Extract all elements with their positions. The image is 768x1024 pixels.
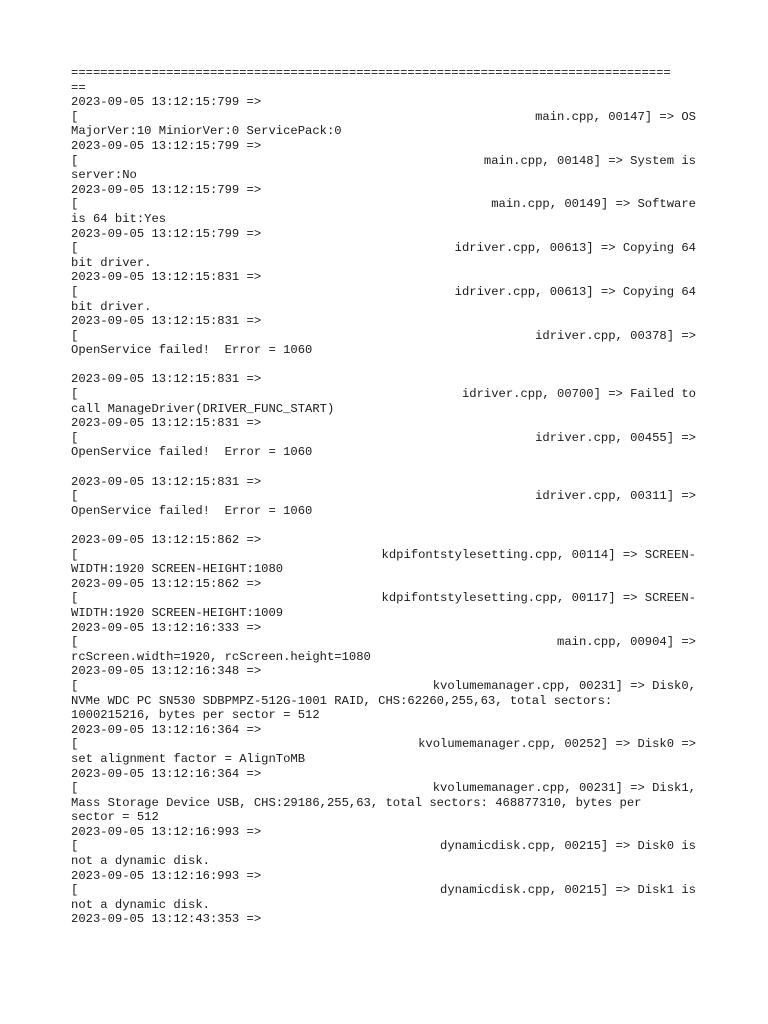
entry-bracket: [ (71, 430, 79, 445)
entry-source: idriver.cpp, 00613] => Copying 64 (454, 284, 696, 299)
entry-source-line (71, 241, 701, 256)
log-document (71, 66, 701, 927)
entry-bracket: [ (71, 883, 79, 898)
log-entries (71, 95, 701, 912)
entry-message-line: bit driver. (71, 299, 152, 314)
entry-timestamp: 2023-09-05 13:12:15:862 => (71, 533, 262, 547)
entry-message-line: set alignment factor = AlignToMB (71, 751, 306, 766)
entry-message-line: server:No (71, 168, 137, 183)
log-entry (71, 664, 701, 722)
blank-line (71, 518, 701, 533)
entry-message-line: rcScreen.width=1920, rcScreen.height=1080 (71, 649, 371, 664)
entry-timestamp: 2023-09-05 13:12:15:799 => (71, 182, 262, 197)
entry-source: kdpifontstylesetting.cpp, 00114] => SCREEN- (381, 547, 696, 562)
entry-bracket: [ (71, 547, 79, 562)
blank-line (71, 358, 701, 373)
entry-source-line (71, 679, 701, 694)
entry-source-line (71, 883, 701, 898)
log-entry (71, 869, 701, 913)
log-entry (71, 767, 701, 825)
entry-timestamp: 2023-09-05 13:12:15:831 => (71, 474, 262, 489)
log-entry (71, 227, 701, 271)
entry-timestamp: 2023-09-05 13:12:15:799 => (71, 138, 262, 153)
entry-source-line (71, 635, 701, 650)
entry-message-line: not a dynamic disk. (71, 854, 210, 869)
entry-source-line (71, 285, 701, 300)
entry-source: idriver.cpp, 00378] => (535, 328, 696, 343)
entry-source: kvolumemanager.cpp, 00231] => Disk0, (432, 678, 696, 693)
entry-source-line (71, 110, 701, 125)
entry-source: idriver.cpp, 00613] => Copying 64 (454, 241, 696, 256)
entry-timestamp: 2023-09-05 13:12:16:993 => (71, 868, 262, 883)
entry-message-line: WIDTH:1920 SCREEN-HEIGHT:1009 (71, 605, 284, 620)
entry-source: kvolumemanager.cpp, 00231] => Disk1, (432, 781, 696, 796)
entry-timestamp: 2023-09-05 13:12:15:831 => (71, 372, 262, 387)
entry-message-line: OpenService failed! Error = 1060 (71, 503, 313, 518)
entry-source: main.cpp, 00148] => System is (483, 153, 696, 168)
log-entry (71, 825, 701, 869)
log-entry (71, 577, 701, 621)
log-entry (71, 270, 701, 314)
entry-source-line (71, 781, 701, 796)
entry-message-line: call ManageDriver(DRIVER_FUNC_START) (71, 401, 335, 416)
entry-source: main.cpp, 00149] => Software (491, 197, 696, 212)
entry-message-line: WIDTH:1920 SCREEN-HEIGHT:1080 (71, 562, 284, 577)
entry-source: kvolumemanager.cpp, 00252] => Disk0 => (418, 737, 696, 752)
entry-source-line (71, 154, 701, 169)
entry-source: idriver.cpp, 00455] => (535, 430, 696, 445)
entry-timestamp: 2023-09-05 13:12:15:831 => (71, 416, 262, 431)
entry-source: main.cpp, 00904] => (557, 635, 696, 650)
entry-source-line (71, 737, 701, 752)
log-entry (71, 723, 701, 767)
log-entry (71, 533, 701, 577)
entry-bracket: [ (71, 284, 79, 299)
log-entry (71, 475, 701, 533)
entry-source-line (71, 489, 701, 504)
separator-line: ================================================================================== (71, 66, 671, 80)
entry-timestamp: 2023-09-05 13:12:16:364 => (71, 766, 262, 781)
entry-message-line: sector = 512 (71, 810, 159, 825)
entry-source: idriver.cpp, 00700] => Failed to (461, 387, 696, 402)
entry-message-line: is 64 bit:Yes (71, 211, 167, 226)
entry-timestamp: 2023-09-05 13:12:16:364 => (71, 722, 262, 737)
log-entry (71, 95, 701, 139)
log-entry (71, 621, 701, 665)
entry-message-line: bit driver. (71, 255, 152, 270)
entry-message-line: NVMe WDC PC SN530 SDBPMPZ-512G-1001 RAID, CHS:62260,255,63, total sectors: (71, 693, 613, 708)
final-timestamp-line: 2023-09-05 13:12:43:353 => (71, 912, 262, 927)
log-entry (71, 139, 701, 183)
entry-bracket: [ (71, 635, 79, 650)
entry-timestamp: 2023-09-05 13:12:16:993 => (71, 824, 262, 839)
entry-bracket: [ (71, 387, 79, 402)
entry-bracket: [ (71, 153, 79, 168)
entry-bracket: [ (71, 839, 79, 854)
entry-bracket: [ (71, 591, 79, 606)
entry-source: main.cpp, 00147] => OS (535, 109, 696, 124)
entry-bracket: [ (71, 781, 79, 796)
entry-bracket: [ (71, 197, 79, 212)
separator-line: == (71, 80, 86, 95)
entry-message-line: 1000215216, bytes per sector = 512 (71, 708, 320, 723)
entry-bracket: [ (71, 737, 79, 752)
entry-timestamp: 2023-09-05 13:12:16:333 => (71, 620, 262, 635)
entry-message-line: OpenService failed! Error = 1060 (71, 445, 313, 460)
entry-source-line (71, 329, 701, 344)
entry-source: dynamicdisk.cpp, 00215] => Disk0 is (440, 839, 696, 854)
log-entry (71, 372, 701, 416)
entry-source: dynamicdisk.cpp, 00215] => Disk1 is (440, 883, 696, 898)
entry-source-line (71, 591, 701, 606)
entry-bracket: [ (71, 241, 79, 256)
entry-message-line: not a dynamic disk. (71, 897, 210, 912)
entry-bracket: [ (71, 489, 79, 504)
entry-timestamp: 2023-09-05 13:12:16:348 => (71, 664, 262, 679)
entry-timestamp: 2023-09-05 13:12:15:831 => (71, 314, 262, 329)
log-entry (71, 183, 701, 227)
entry-source: idriver.cpp, 00311] => (535, 489, 696, 504)
entry-source-line (71, 431, 701, 446)
blank-line (71, 460, 701, 475)
log-entry (71, 314, 701, 372)
entry-bracket: [ (71, 109, 79, 124)
entry-message-line: MajorVer:10 MiniorVer:0 ServicePack:0 (71, 124, 342, 139)
entry-source-line (71, 839, 701, 854)
entry-timestamp: 2023-09-05 13:12:15:831 => (71, 270, 262, 285)
entry-timestamp: 2023-09-05 13:12:15:862 => (71, 576, 262, 591)
entry-source: kdpifontstylesetting.cpp, 00117] => SCREEN- (381, 591, 696, 606)
entry-source-line (71, 387, 701, 402)
entry-bracket: [ (71, 328, 79, 343)
entry-source-line (71, 197, 701, 212)
entry-timestamp: 2023-09-05 13:12:15:799 => (71, 226, 262, 241)
entry-message-line: OpenService failed! Error = 1060 (71, 343, 313, 358)
separator-block (71, 66, 701, 95)
entry-bracket: [ (71, 678, 79, 693)
entry-message-line: Mass Storage Device USB, CHS:29186,255,63, total sectors: 468877310, bytes per (71, 795, 642, 810)
entry-timestamp: 2023-09-05 13:12:15:799 => (71, 95, 262, 110)
entry-source-line (71, 548, 701, 563)
log-entry (71, 416, 701, 474)
